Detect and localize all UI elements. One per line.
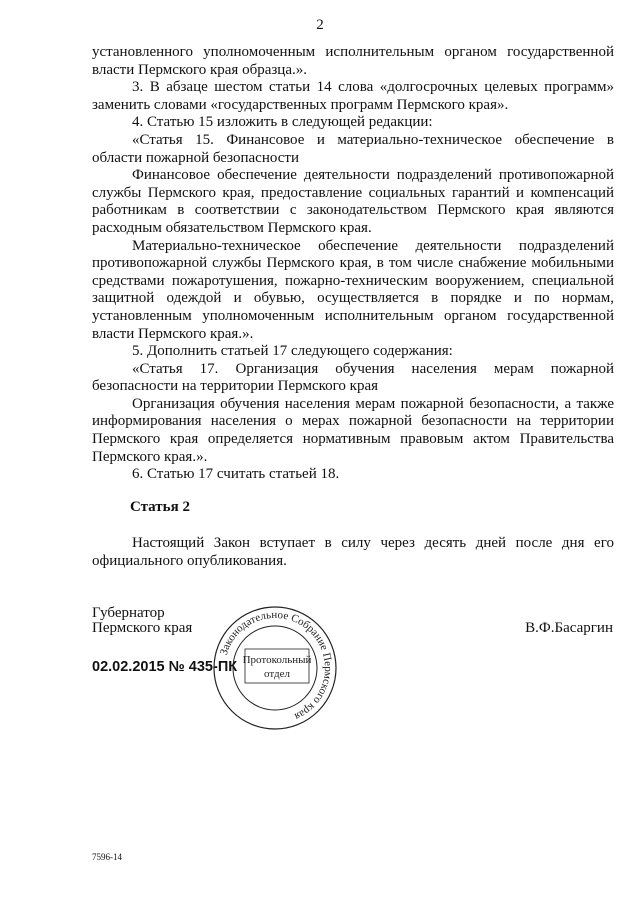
article-15-paragraph-2: Материально-техническое обеспечение деятельности подразделений противопожарной службы Пермского края, в том числе снабжение мобильными средствами пожаротушения, пожарно-техническим вооружением, специальной защитной одеждой и обувью, осуществляется в порядке и по нормам, установленным уполномоченным исполнительным органом государственной власти Пермского края.». <box>92 237 614 342</box>
article-15-paragraph-1: Финансовое обеспечение деятельности подразделений противопожарной службы Пермского края, предоставление социальных гарантий и компенсаций работникам в соответствии с законодательством Пермского края являются расходным обязательством Пермского края. <box>92 167 614 236</box>
paragraph-1-line-2: власти Пермского края образца.». <box>92 61 307 78</box>
document-body <box>92 44 614 484</box>
paragraph-amendment-4: 4. Статью 15 изложить в следующей редакции: <box>132 114 433 131</box>
article-2-text: Настоящий Закон вступает в силу через десять дней после дня его официального опубликования. <box>92 535 614 569</box>
stamp-center-line-2: отдел <box>264 668 290 680</box>
official-stamp <box>212 605 338 731</box>
stamp-center-line-1: Протокольный <box>242 654 312 666</box>
stamp-ring-text: Законодательное Собрание Пермского края <box>217 608 335 723</box>
document-code: 7596-14 <box>92 852 122 862</box>
signer-name: В.Ф.Басаргин <box>525 620 613 636</box>
article-15-title: «Статья 15. Финансовое и материально-техническое обеспечение в области пожарной безопасности <box>92 131 614 166</box>
signer-title <box>92 606 192 636</box>
article-17-paragraph: Организация обучения населения мерам пожарной безопасности, а также информирования населения о мерах пожарной безопасности на территории Пермского края определяется нормативным правовым актом Правительства Пермского края.». <box>92 395 614 465</box>
article-17-title: «Статья 17. Организация обучения населения мерам пожарной безопасности на территории Пермского края <box>92 360 614 395</box>
paragraph-amendment-6: 6. Статью 17 считать статьей 18. <box>132 466 340 483</box>
paragraph-amendment-3: 3. В абзаце шестом статьи 14 слова «долгосрочных целевых программ» заменить словами «государственных программ Пермского края». <box>92 79 614 113</box>
article-2-heading: Статья 2 <box>130 499 190 515</box>
law-number: 02.02.2015 № 435-ПК <box>92 659 238 675</box>
paragraph-amendment-5: 5. Дополнить статьей 17 следующего содержания: <box>132 343 453 360</box>
article-2-body <box>92 534 614 570</box>
page-number: 2 <box>316 17 324 33</box>
paragraph-1-line-1: установленного уполномоченным исполнительным органом государственной <box>92 44 614 60</box>
signer-title-line-1: Губернатор <box>92 605 165 621</box>
signer-title-line-2: Пермского края <box>92 620 193 636</box>
